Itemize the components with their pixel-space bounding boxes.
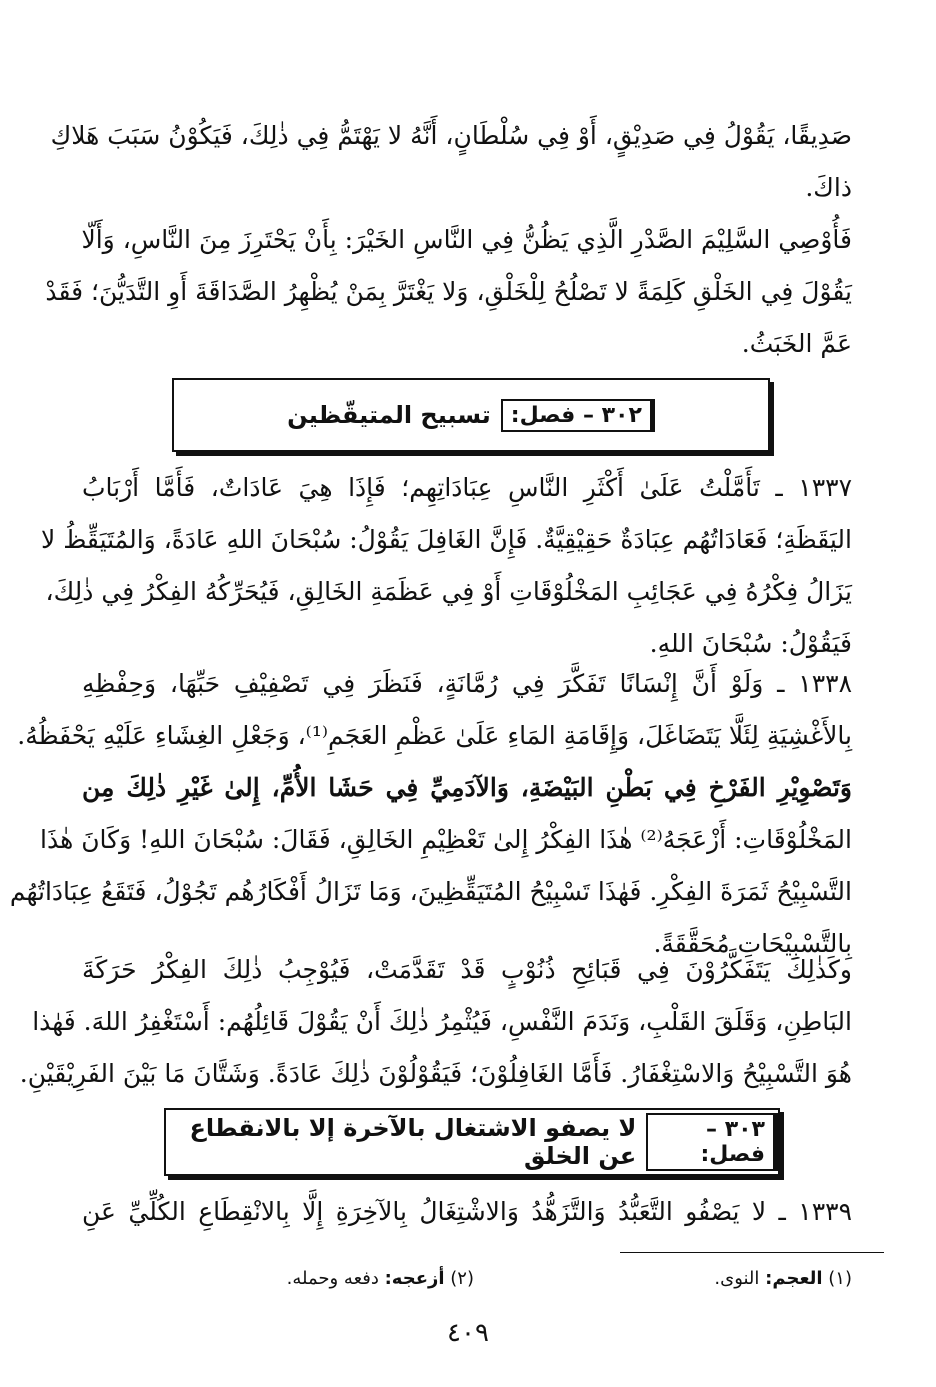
text-line: المَخْلُوْقَاتِ: أَزْعَجَهُ⁽²⁾ هٰذَا الفِكْرُ إِلىٰ تَعْظِيْمِ الخَالِقِ، فَقَالَ: سُبْحَانَ اللهِ! وَكَانَ هٰذَا [40, 825, 852, 854]
section-title: لا يصفو الاشتغال بالآخرة إلا بالانقطاع عن الخلق [189, 1114, 637, 1170]
text-line: ذاكَ. [805, 173, 852, 202]
section-heading-303 [164, 1108, 780, 1176]
text-line: فَيَقُوْلُ: سُبْحَانَ اللهِ. [649, 629, 852, 658]
section-title: تسبيح المتيقّظين [287, 401, 491, 429]
paragraph-1339 [82, 1186, 852, 1238]
footnote-text: دفعه وحمله. [286, 1268, 379, 1289]
text-line: ١٣٣٩ ـ لا يَصْفُو التَّعَبُّدُ وَالتَّزَهُّدُ وَالاشْتِغَالُ بِالآخِرَةِ إِلَّا بِالانْقِطَاعِ الكُلِّيِّ عَنِ [82, 1197, 852, 1226]
page-number: ٤٠٩ [447, 1318, 489, 1348]
text-line: فَأُوْصِي السَّلِيْمَ الصَّدْرِ الَّذِي يَظُنُّ فِي النَّاسِ الخَيْرَ: بِأَنْ يَحْتَرِزَ مِنَ النَّاسِ، وَأَلّا [81, 225, 852, 254]
text-line: البَاطِنِ، وَقَلَقَ القَلْبِ، وَنَدَمَ النَّفْسِ، فَيُثْمِرُ ذٰلِكَ أَنْ يَقُوْلَ قَائِلُهُم: أَسْتَغْفِرُ اللهَ. فَهٰذا [32, 1007, 852, 1036]
text-line: وكَذٰلِكَ يَتَفَكَّرُوْنَ فِي قَبَائِحِ ذُنُوْبٍ قَدْ تَقَدَّمَتْ، فَيُوْجِبُ ذٰلِكَ الفِكْرُ حَرَكَةَ [82, 955, 852, 984]
paragraph-1338 [9, 658, 852, 970]
text-line: بِالأَغْشِيَةِ لِئَلَّا يَتَضَاغَلَ، وَإِقَامَةِ المَاءِ عَلَىٰ عَظْمِ العَجَمِ⁽¹⁾، وَجَعْلِ الغِشَاءِ عَلَيْهِ يَحْفَظُهُ. [17, 721, 852, 750]
text-line: يَقُوْلَ فِي الخَلْقِ كَلِمَةً لا تَصْلُحُ لِلْخَلْقِ، وَلا يَغْتَرَّ بِمَنْ يُظْهِرُ الصَّدَاقَةَ أَوِ التَّدَيُّنَ؛ فَقَدْ [45, 277, 852, 306]
footnote-term: العجم: [765, 1268, 823, 1289]
text-line: بِالتَّسْبِيْحَاتِ مُحَقَّقَةً. [653, 929, 852, 958]
text-line: هُوَ التَّسْبِيْحُ وَالاسْتِغْفَارُ. فَأَمَّا الغَافِلُوْنَ؛ فَيَقُوْلُوْنَ ذٰلِكَ عَادَةً. وَشَتَّانَ مَا بَيْنَ الفَرِيْقَيْنِ. [19, 1059, 852, 1088]
text-line: ١٣٣٨ ـ وَلَوْ أَنَّ إِنْسَانًا تَفَكَّرَ فِي رُمَّانَةٍ، فَنَظَرَ فِي تَصْفِيْفِ حَبِّهَا، وَحِفْظِهِ [82, 669, 852, 698]
paragraph-advice [45, 214, 852, 370]
text-line: صَدِيقًا، يَقُوْلُ فِي صَدِيْقٍ، أَوْ فِي سُلْطَانٍ، أَنَّهُ لا يَهْتَمُّ فِي ذٰلِكَ، فَيَكُوْنُ سَبَبَ هَلاكِ [50, 121, 852, 150]
paragraph-repentance [19, 944, 852, 1100]
section-heading-302 [172, 378, 770, 452]
footnote-number: (١) [828, 1268, 852, 1289]
footnote-2 [287, 1268, 474, 1289]
text-line: ١٣٣٧ ـ تَأَمَّلْتُ عَلَىٰ أَكْثَرِ النَّاسِ عِبَادَاتِهِم؛ فَإِذَا هِيَ عَادَاتٌ، فَأَمَّا أَرْبَابُ [82, 473, 852, 502]
footnote-text: النوى. [714, 1268, 760, 1289]
section-number: ٣٠٢ – فصل: [501, 399, 655, 432]
footnote-number: (٢) [450, 1268, 474, 1289]
text-line: عَمَّ الخَبَثُ. [741, 329, 852, 358]
footnote-term: أزعجه: [384, 1268, 445, 1289]
footnote-separator [620, 1252, 884, 1253]
text-line: يَزَالُ فِكْرُهُ فِي عَجَائِبِ المَخْلُوْقَاتِ أَوْ فِي عَظَمَةِ الخَالِقِ، فَيُحَرِّكُهُ الفِكْرُ فِي ذٰلِكَ، [45, 577, 852, 606]
text-line: وَتَصْوِيْرِ الفَرْخِ فِي بَطْنِ البَيْضَةِ، وَالآدَمِيِّ فِي حَشَا الأُمِّ، إِلىٰ غَيْرِ ذٰلِكَ مِن [82, 773, 852, 802]
text-line: التَّسْبِيْحُ ثَمَرَةَ الفِكْرِ. فَهٰذَا تَسْبِيْحُ المُتَيَقِّظِينَ، وَمَا تَزَالُ أَفْكَارُهُم تَجُوْلُ، فَتَقَعُ عِبَادَاتُهُم [9, 877, 852, 906]
paragraph-intro [50, 110, 852, 214]
footnote-1 [714, 1268, 852, 1289]
section-number: ٣٠٣ – فصل: [646, 1113, 778, 1171]
paragraph-1337 [41, 462, 852, 670]
text-line: اليَقَظَةِ؛ فَعَادَاتُهُم عِبَادَةٌ حَقِيْقِيَّةٌ. فَإِنَّ الغَافِلَ يَقُوْلُ: سُبْحَانَ اللهِ عَادَةً، وَالمُتَيَقِّظُ لا [41, 525, 852, 554]
